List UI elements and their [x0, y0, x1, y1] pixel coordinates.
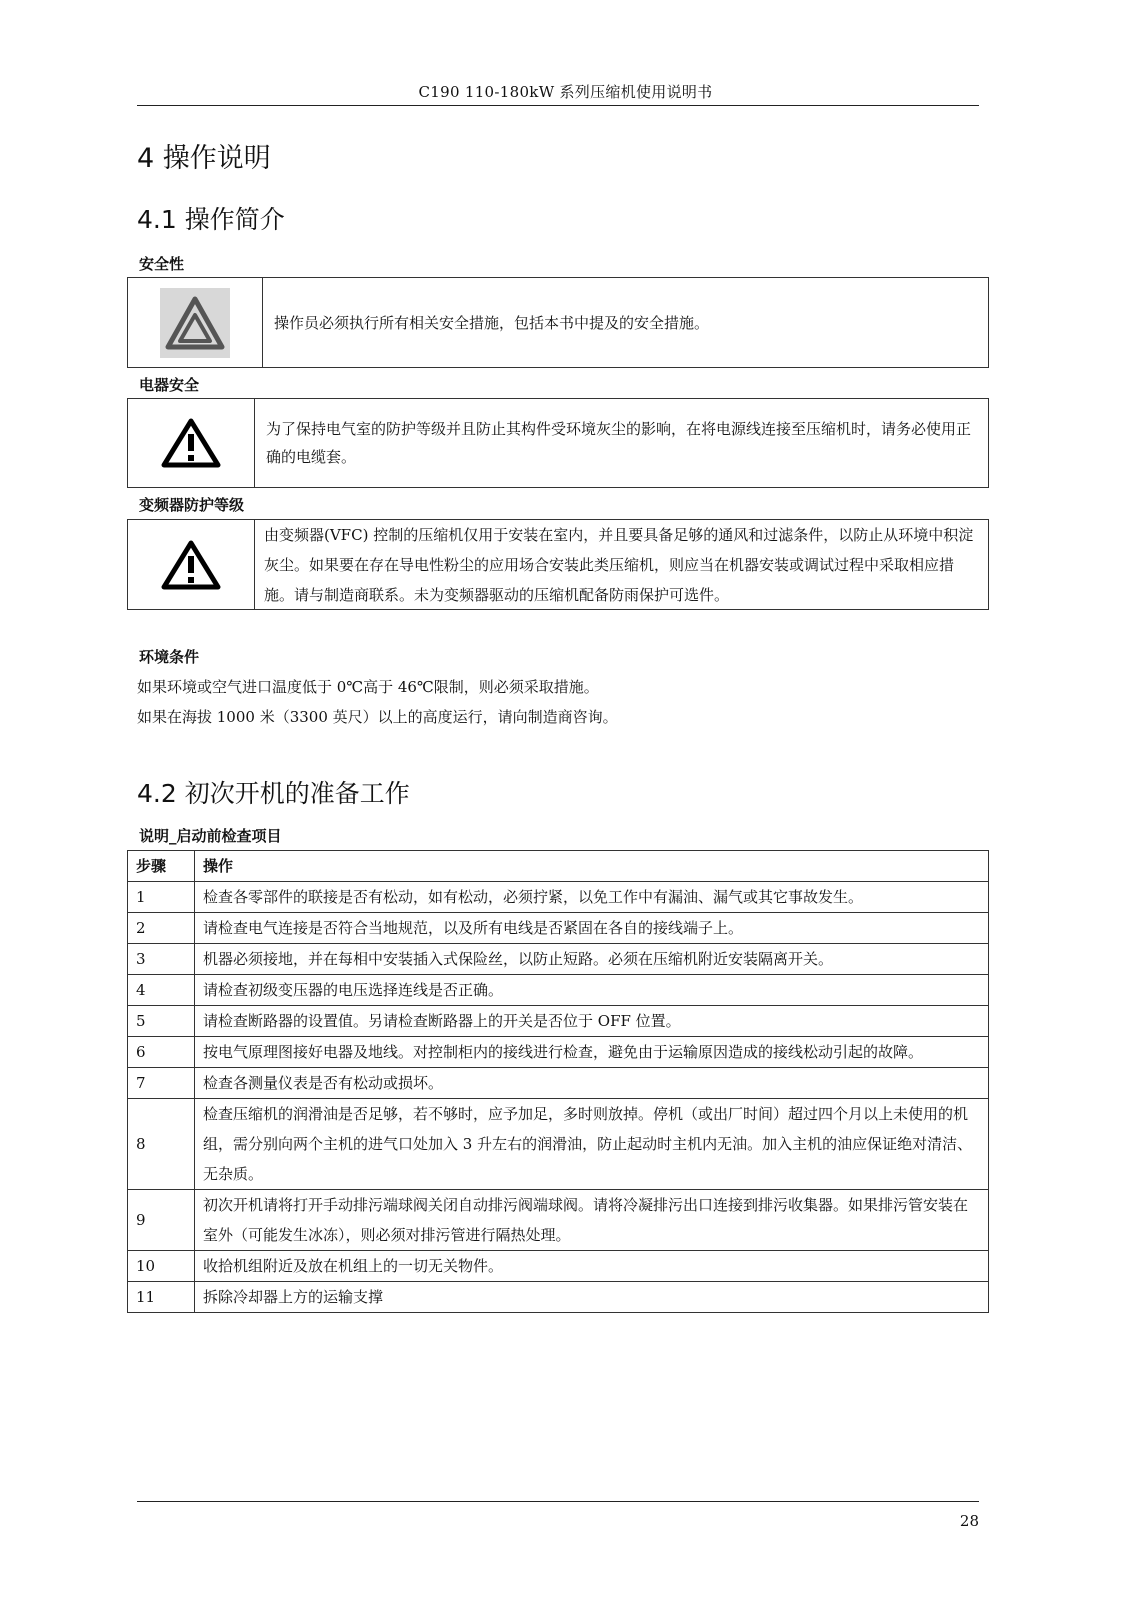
- column-header-step: 步骤: [128, 851, 195, 882]
- electrical-safety-label: 电器安全: [139, 376, 200, 394]
- inverter-protection-label: 变频器防护等级: [139, 496, 245, 514]
- step-number: 4: [128, 975, 195, 1006]
- step-action: 请检查电气连接是否符合当地规范，以及所有电线是否紧固在各自的接线端子上。: [195, 913, 989, 944]
- step-number: 10: [128, 1251, 195, 1282]
- inverter-text: 由变频器(VFC) 控制的压缩机仅用于安装在室内，并且要具备足够的通风和过滤条件，以防止从环境中积淀灰尘。如果要在存在导电性粉尘的应用场合安装此类压缩机，则应当在机器安装或调试过程中采取相应措施。请与制造商联系。未为变频器驱动的压缩机配备防雨保护可选件。: [264, 525, 974, 604]
- table-row: [128, 1282, 989, 1313]
- table-row: [128, 1099, 989, 1190]
- step-number: 1: [128, 882, 195, 913]
- step-number: 11: [128, 1282, 195, 1313]
- section-title-4-2: 4.2 初次开机的准备工作: [137, 779, 410, 808]
- step-number: 9: [128, 1190, 195, 1251]
- table-row: [128, 1037, 989, 1068]
- step-number: 5: [128, 1006, 195, 1037]
- step-action: 检查各测量仪表是否有松动或损坏。: [195, 1068, 989, 1099]
- table-row: [128, 944, 989, 975]
- column-header-action: 操作: [195, 851, 989, 882]
- step-number: 2: [128, 913, 195, 944]
- section-title-4-1: 4.1 操作简介: [137, 205, 285, 234]
- step-action: 请检查初级变压器的电压选择连线是否正确。: [195, 975, 989, 1006]
- table-header-row: [128, 851, 989, 882]
- document-header-title: C190 110-180kW 系列压缩机使用说明书: [418, 83, 713, 101]
- table-row: [128, 913, 989, 944]
- step-action: 机器必须接地，并在每相中安装插入式保险丝，以防止短路。必须在压缩机附近安装隔离开关。: [195, 944, 989, 975]
- electrical-warning-box: [127, 398, 989, 488]
- warning-exclamation-icon: [161, 417, 221, 469]
- safety-warning-box: [127, 277, 989, 368]
- step-number: 8: [128, 1099, 195, 1190]
- safety-label: 安全性: [139, 255, 185, 273]
- step-number: 7: [128, 1068, 195, 1099]
- safety-text: 操作员必须执行所有相关安全措施，包括本书中提及的安全措施。: [274, 313, 710, 332]
- step-action: 初次开机请将打开手动排污端球阀关闭自动排污阀端球阀。请将冷凝排污出口连接到排污收集器。如果排污管安装在室外（可能发生冰冻），则必须对排污管进行隔热处理。: [195, 1190, 989, 1251]
- checklist-label: 说明_启动前检查项目: [139, 827, 282, 845]
- environment-line-2: 如果在海拔 1000 米（3300 英尺）以上的高度运行，请向制造商咨询。: [137, 708, 618, 726]
- warning-exclamation-icon: [161, 539, 221, 591]
- hazard-triangle-icon: [160, 288, 230, 358]
- table-row: [128, 1251, 989, 1282]
- step-number: 6: [128, 1037, 195, 1068]
- environment-line-1: 如果环境或空气进口温度低于 0℃高于 46℃限制，则必须采取措施。: [137, 678, 599, 696]
- table-row: [128, 1190, 989, 1251]
- step-action: 检查各零部件的联接是否有松动，如有松动，必须拧紧，以免工作中有漏油、漏气或其它事故发生。: [195, 882, 989, 913]
- table-row: [128, 882, 989, 913]
- page-number: 28: [959, 1512, 979, 1530]
- inverter-warning-box: [127, 519, 989, 610]
- electrical-icon-cell: [128, 399, 255, 487]
- step-action: 拆除冷却器上方的运输支撑: [195, 1282, 989, 1313]
- chapter-title: 4 操作说明: [137, 143, 271, 174]
- checklist-table: [127, 850, 989, 1313]
- inverter-icon-cell: [128, 520, 255, 609]
- environment-label: 环境条件: [139, 648, 200, 666]
- step-action: 收拾机组附近及放在机组上的一切无关物件。: [195, 1251, 989, 1282]
- footer-rule: [137, 1501, 979, 1502]
- step-action: 请检查断路器的设置值。另请检查断路器上的开关是否位于 OFF 位置。: [195, 1006, 989, 1037]
- electrical-text: 为了保持电气室的防护等级并且防止其构件受环境灰尘的影响，在将电源线连接至压缩机时，请务必使用正确的电缆套。: [266, 420, 972, 466]
- table-row: [128, 1068, 989, 1099]
- table-row: [128, 975, 989, 1006]
- step-action: 按电气原理图接好电器及地线。对控制柜内的接线进行检查，避免由于运输原因造成的接线松动引起的故障。: [195, 1037, 989, 1068]
- step-action: 检查压缩机的润滑油是否足够，若不够时，应予加足，多时则放掉。停机（或出厂时间）超过四个月以上未使用的机组，需分别向两个主机的进气口处加入 3 升左右的润滑油，防止起动时主机内无油。加入主机的油应保证绝对清洁、无杂质。: [195, 1099, 989, 1190]
- safety-icon-cell: [128, 278, 263, 367]
- step-number: 3: [128, 944, 195, 975]
- header-rule: [137, 105, 979, 106]
- table-row: [128, 1006, 989, 1037]
